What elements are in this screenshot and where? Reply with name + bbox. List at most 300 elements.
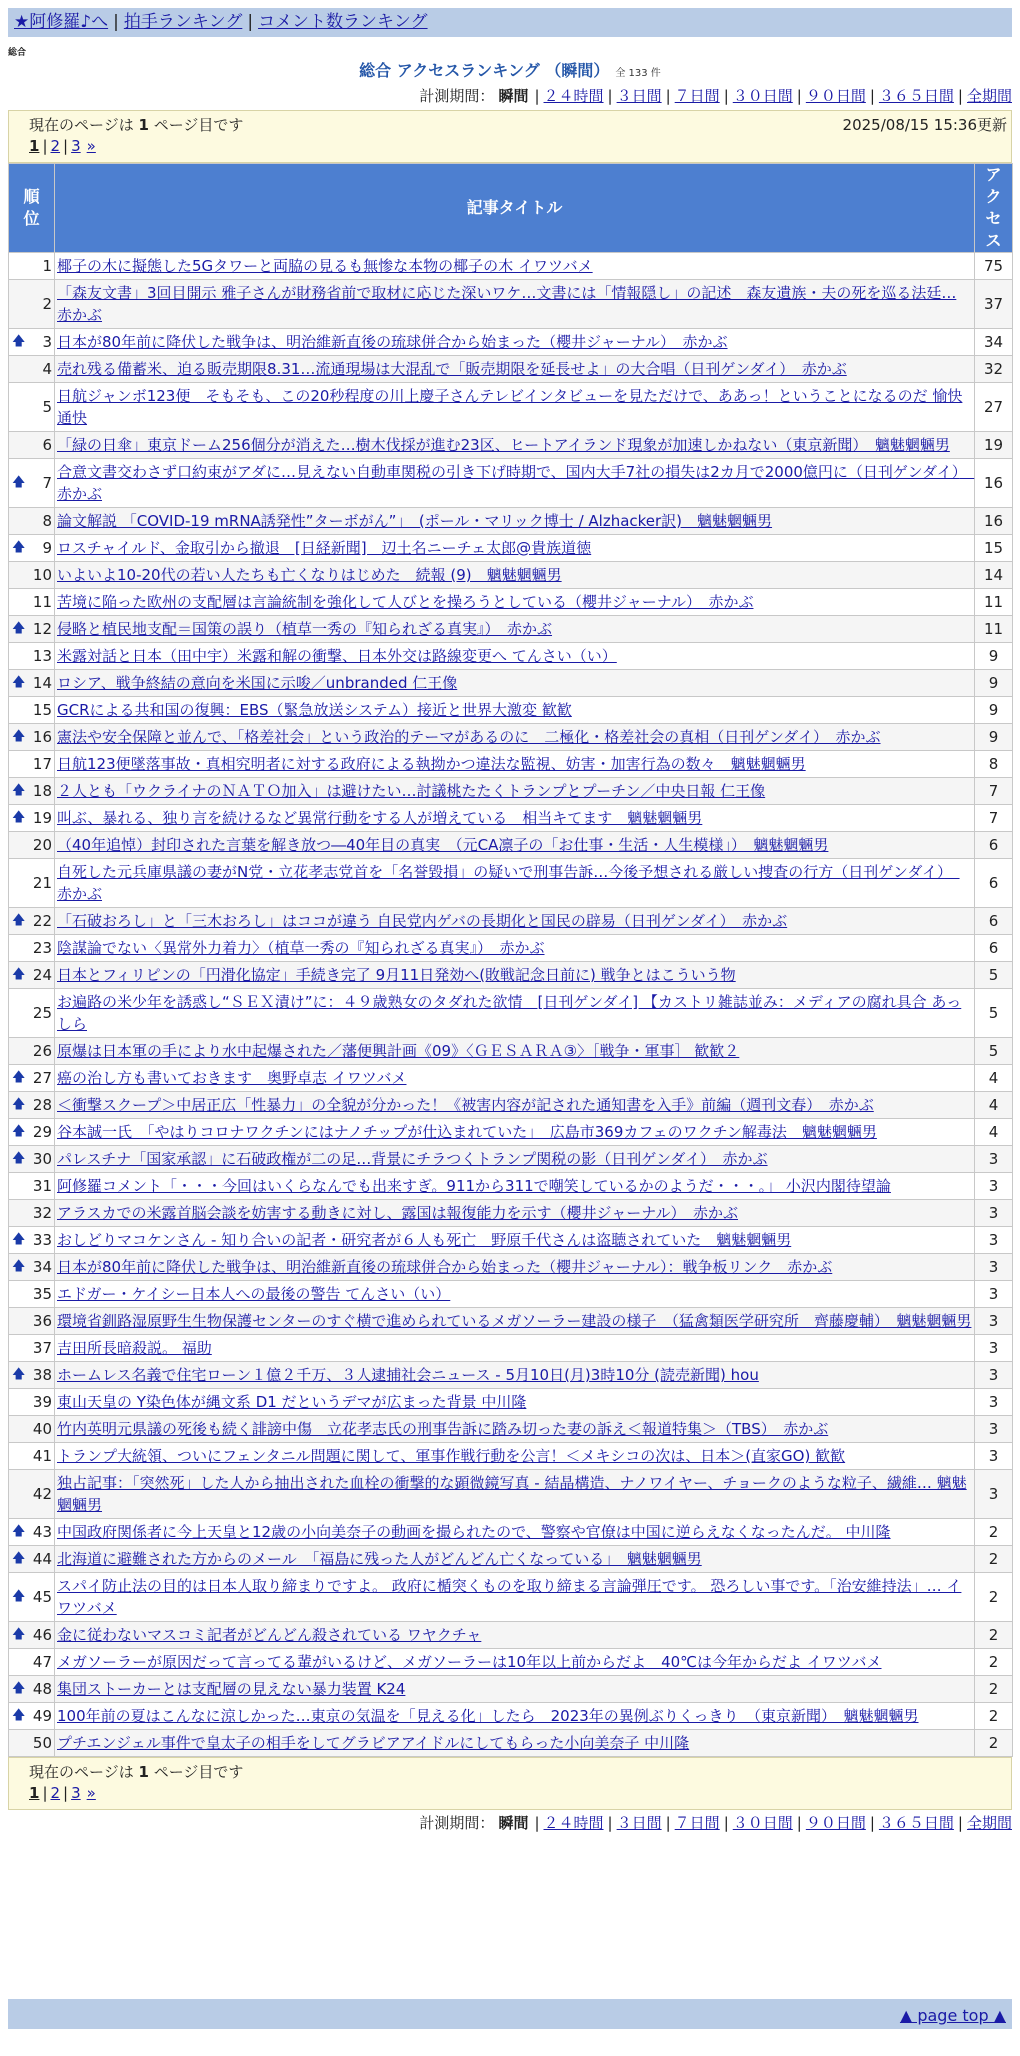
period-link-30d[interactable]: ３０日間 (732, 1814, 793, 1832)
rank-number: 3 (42, 333, 52, 351)
rank-cell (9, 508, 55, 535)
article-title-link[interactable]: 独占記事：「突然死」した人から抽出された血栓の衝撃的な顕微鏡写真 - 結晶構造、ナノワイヤー、チョークのような粒子、繊維… 魑魅魍魎男 (57, 1474, 967, 1514)
title-cell (55, 383, 975, 432)
title-cell (55, 935, 975, 962)
title-cell (55, 805, 975, 832)
rank-number: 33 (32, 1231, 52, 1249)
title-cell (55, 1730, 975, 1757)
article-title-link[interactable]: プチエンジェル事件で皇太子の相手をしてグラビアアイドルにしてもらった小向美奈子 中川隆 (57, 1734, 690, 1752)
article-title-link[interactable]: ロスチャイルド、金取引から撤退 [日経新聞] 辺土名ニーチェ太郎@貴族道徳 (57, 539, 592, 557)
article-title-link[interactable]: アラスカでの米露首脳会談を妨害する動きに対し、露国は報復能力を示す（櫻井ジャーナル） 赤かぶ (57, 1204, 739, 1222)
rank-up-arrow-icon: 🡅 (12, 1627, 26, 1642)
rank-cell (9, 1622, 55, 1649)
rank-cell (9, 805, 55, 832)
bottom-bar (8, 1999, 1012, 2029)
article-title-link[interactable]: 論文解説 「COVID-19 mRNA誘発性”ターボがん”」 (ポール・マリック博士 / Alzhacker訳) 魑魅魍魎男 (57, 512, 773, 530)
access-count: 2 (975, 1649, 1013, 1676)
period-current: 瞬間 (498, 87, 529, 105)
access-count: 3 (975, 1308, 1013, 1335)
title-cell (55, 1519, 975, 1546)
rank-number: 44 (32, 1550, 52, 1568)
clap-ranking-link[interactable]: 拍手ランキング (123, 12, 243, 32)
article-title-link[interactable]: 椰子の木に擬態した5Gタワーと両脇の見るも無惨な本物の椰子の木 イワツバメ (57, 257, 593, 275)
access-count: 3 (975, 1335, 1013, 1362)
nav-separator: | (113, 12, 119, 32)
article-title-link[interactable]: GCRによる共和国の復興：EBS（緊急放送システム）接近と世界大激変 歓歓 (57, 701, 572, 719)
title-cell (55, 508, 975, 535)
table-row (9, 1308, 1013, 1335)
section-tag: 総合 (8, 48, 27, 58)
article-title-link[interactable]: ＜衝撃スクープ＞中居正広「性暴力」の全貌が分かった！《被害内容が記された通知書を入手》前編（週刊文春） 赤かぶ (57, 1096, 874, 1114)
updated-timestamp: 2025/08/15 15:36更新 (842, 116, 1007, 134)
table-row (9, 1119, 1013, 1146)
title-cell (55, 1649, 975, 1676)
table-row (9, 562, 1013, 589)
rank-number: 25 (32, 1004, 52, 1022)
rank-number: 37 (32, 1339, 52, 1357)
table-row (9, 1335, 1013, 1362)
title-cell (55, 280, 975, 329)
title-cell (55, 562, 975, 589)
table-row (9, 697, 1013, 724)
rank-up-arrow-icon: 🡅 (12, 1097, 26, 1112)
rank-cell (9, 859, 55, 908)
rank-number: 41 (32, 1447, 52, 1465)
rank-number: 28 (32, 1096, 52, 1114)
nav-separator: | (247, 12, 254, 32)
article-title-link[interactable]: 中国政府関係者に今上天皇と12歳の小向美奈子の動画を撮られたので、警察や官僚は中国に逆らえなくなったんだ。 中川隆 (57, 1523, 891, 1541)
title-cell (55, 1146, 975, 1173)
table-row (9, 356, 1013, 383)
rank-number: 43 (32, 1523, 52, 1541)
rank-cell (9, 616, 55, 643)
access-count: 3 (975, 1146, 1013, 1173)
article-title-link[interactable]: 東山天皇の Y染色体が縄文系 D1 だというデマが広まった背景 中川隆 (57, 1393, 527, 1411)
title-cell (55, 356, 975, 383)
rank-number: 31 (32, 1177, 52, 1195)
title-cell (55, 1092, 975, 1119)
rank-number: 20 (32, 836, 52, 854)
title-cell (55, 1281, 975, 1308)
title-cell (55, 1200, 975, 1227)
period-link-7d[interactable]: ７日間 (674, 87, 720, 105)
rank-number: 9 (42, 539, 52, 557)
rank-cell (9, 1649, 55, 1676)
title-cell (55, 670, 975, 697)
access-count: 4 (975, 1065, 1013, 1092)
access-count: 9 (975, 697, 1013, 724)
access-count: 11 (975, 616, 1013, 643)
rank-number: 19 (32, 809, 52, 827)
access-count: 34 (975, 329, 1013, 356)
table-row (9, 432, 1013, 459)
title-cell (55, 989, 975, 1038)
article-title-link[interactable]: おしどりマコケンさん - 知り合いの記者・研究者が６人も死亡 野原千代さんは盗聴されていた 魑魅魍魎男 (57, 1231, 792, 1249)
access-count: 6 (975, 935, 1013, 962)
rank-up-arrow-icon: 🡅 (12, 334, 26, 349)
table-row (9, 1546, 1013, 1573)
article-title-link[interactable]: 苦境に陥った欧州の支配層は言論統制を強化して人びとを操ろうとしている（櫻井ジャーナル） 赤かぶ (57, 593, 754, 611)
article-title-link[interactable]: 竹内英明元県議の死後も続く誹謗中傷 立花孝志氏の刑事告訴に踏み切った妻の訴え＜報道特集＞（TBS） 赤かぶ (57, 1420, 829, 1438)
article-title-link[interactable]: 癌の治し方も書いておきます 奥野卓志 イワツバメ (57, 1069, 407, 1087)
article-title-link[interactable]: 金に従わないマスコミ記者がどんどん殺されている ワヤクチャ (57, 1626, 482, 1644)
header-title: 記事タイトル (55, 164, 975, 253)
title-cell (55, 1573, 975, 1622)
rank-cell (9, 1335, 55, 1362)
article-title-link[interactable]: パレスチナ「国家承認」に石破政権が二の足…背景にチラつくトランプ関税の影（日刊ゲンダイ） 赤かぶ (57, 1150, 768, 1168)
title-cell (55, 1470, 975, 1519)
rank-cell (9, 1308, 55, 1335)
title-cell (55, 778, 975, 805)
rank-cell (9, 1281, 55, 1308)
ranking-rows (9, 253, 1013, 1757)
rank-cell (9, 383, 55, 432)
title-cell (55, 962, 975, 989)
rank-cell (9, 1254, 55, 1281)
rank-up-arrow-icon: 🡅 (12, 1708, 26, 1723)
period-link-3d[interactable]: ３日間 (616, 1814, 662, 1832)
table-row (9, 1730, 1013, 1757)
article-title-link[interactable]: 憲法や安全保障と並んで、「格差社会」という政治的テーマがあるのに 二極化・格差社会の真相（日刊ゲンダイ） 赤かぶ (57, 728, 881, 746)
access-count: 3 (975, 1362, 1013, 1389)
period-link-24h[interactable]: ２４時間 (543, 87, 604, 105)
access-count: 7 (975, 778, 1013, 805)
page-link-3[interactable]: 3 (71, 137, 81, 155)
table-row (9, 832, 1013, 859)
rank-up-arrow-icon: 🡅 (12, 1124, 26, 1139)
rank-number: 26 (32, 1042, 52, 1060)
ranking-table (8, 163, 1013, 1757)
title-cell (55, 1416, 975, 1443)
rank-cell (9, 1389, 55, 1416)
rank-cell (9, 778, 55, 805)
title-cell (55, 589, 975, 616)
rank-number: 40 (32, 1420, 52, 1438)
rank-cell (9, 1119, 55, 1146)
page-link-3[interactable]: 3 (71, 1784, 81, 1802)
table-row (9, 253, 1013, 280)
access-count: 2 (975, 1573, 1013, 1622)
table-row (9, 989, 1013, 1038)
article-title-link[interactable]: 日本とフィリピンの「円滑化協定」手続き完了 9月11日発効へ(敗戦記念日前に) 戦争とはこういう物 (57, 966, 736, 984)
title-cell (55, 459, 975, 508)
rank-cell (9, 1573, 55, 1622)
rank-number: 23 (32, 939, 52, 957)
ranking-title: 総合 アクセスランキング （瞬間） (359, 61, 610, 80)
article-title-link[interactable]: エドガー・ケイシー日本人への最後の警告 てんさい（い） (57, 1285, 451, 1303)
table-row (9, 1519, 1013, 1546)
period-link-all[interactable]: 全期間 (966, 1814, 1012, 1832)
rank-cell (9, 562, 55, 589)
next-page-link[interactable]: » (86, 1784, 96, 1802)
title-cell (55, 1065, 975, 1092)
pager-top (8, 110, 1012, 163)
rank-number: 14 (32, 674, 52, 692)
pager-status: 現在のページは 1 ページ目です (29, 1763, 244, 1781)
page-links: 1 | 2 | 3 » (29, 137, 96, 155)
period-link-365d[interactable]: ３６５日間 (878, 1814, 954, 1832)
home-link[interactable]: ★阿修羅♪へ (14, 12, 109, 32)
table-row (9, 1173, 1013, 1200)
article-title-link[interactable]: 原爆は日本軍の手により水中起爆された／藩便興計画《09》〈ＧＥＳＡＲＡ③〉［戦争・軍事］ 歓歓２ (57, 1042, 740, 1060)
title-cell (55, 697, 975, 724)
article-title-link[interactable]: 谷本誠一氏 「やはりコロナワクチンにはナノチップが仕込まれていた」 広島市369カフェのワクチン解毒法 魑魅魍魎男 (57, 1123, 877, 1141)
period-link-90d[interactable]: ９０日間 (805, 87, 866, 105)
rank-up-arrow-icon: 🡅 (12, 1070, 26, 1085)
period-current: 瞬間 (498, 1814, 529, 1832)
rank-number: 27 (32, 1069, 52, 1087)
article-title-link[interactable]: 「森友文書」3回目開示 雅子さんが財務省前で取材に応じた深いワケ…文書には「情報隠し」の記述 森友遺族・夫の死を巡る法廷… 赤かぶ (57, 284, 957, 324)
rank-cell (9, 670, 55, 697)
rank-cell (9, 280, 55, 329)
rank-number: 1 (42, 257, 52, 275)
access-count: 4 (975, 1119, 1013, 1146)
rank-up-arrow-icon: 🡅 (12, 1232, 26, 1247)
access-count: 9 (975, 670, 1013, 697)
article-title-link[interactable]: 米露対話と日本（田中宇）米露和解の衝撃、日本外交は路線変更へ てんさい（い） (57, 647, 617, 665)
rank-number: 29 (32, 1123, 52, 1141)
rank-up-arrow-icon: 🡅 (12, 1367, 26, 1382)
access-count: 2 (975, 1546, 1013, 1573)
table-row (9, 1092, 1013, 1119)
rank-cell (9, 1519, 55, 1546)
table-header-row (9, 164, 1013, 253)
pager-status: 現在のページは 1 ページ目です (29, 116, 244, 134)
period-link-365d[interactable]: ３６５日間 (878, 87, 954, 105)
rank-up-arrow-icon: 🡅 (12, 475, 26, 490)
rank-cell (9, 1416, 55, 1443)
table-row (9, 1649, 1013, 1676)
access-count: 3 (975, 1389, 1013, 1416)
rank-cell (9, 908, 55, 935)
article-title-link[interactable]: 日本が80年前に降伏した戦争は、明治維新直後の琉球併合から始まった（櫻井ジャーナル）：戦争板リンク 赤かぶ (57, 1258, 833, 1276)
table-row (9, 1470, 1013, 1519)
rank-number: 21 (32, 874, 52, 892)
article-title-link[interactable]: いよいよ10-20代の若い人たちも亡くなりはじめた 続報 (9) 魑魅魍魎男 (57, 566, 562, 584)
rank-up-arrow-icon: 🡅 (12, 675, 26, 690)
table-row (9, 643, 1013, 670)
table-row (9, 1065, 1013, 1092)
article-title-link[interactable]: （40年追悼）封印された言葉を解き放つ―40年目の真実 （元CA凛子の「お仕事・生活・人生模様」） 魑魅魍魎男 (57, 836, 829, 854)
access-count: 2 (975, 1703, 1013, 1730)
page-link-2[interactable]: 2 (50, 137, 61, 155)
access-count: 6 (975, 859, 1013, 908)
title-cell (55, 1335, 975, 1362)
period-link-all[interactable]: 全期間 (966, 87, 1012, 105)
article-title-link[interactable]: トランプ大統領、ついにフェンタニル問題に関して、軍事作戦行動を公言！＜メキシコの次は、日本＞(直家GO) 歓歓 (57, 1447, 846, 1465)
rank-cell (9, 643, 55, 670)
rank-number: 42 (32, 1485, 52, 1503)
rank-cell (9, 697, 55, 724)
article-title-link[interactable]: ロシア、戦争終結の意向を米国に示唆／unbranded 仁王像 (57, 674, 458, 692)
article-title-link[interactable]: 100年前の夏はこんなに涼しかった…東京の気温を「見える化」したら 2023年の異例ぶりくっきり （東京新聞） 魑魅魍魎男 (57, 1707, 919, 1725)
rank-number: 15 (32, 701, 52, 719)
page-link-2[interactable]: 2 (50, 1784, 61, 1802)
article-title-link[interactable]: 集団ストーカーとは支配層の見えない暴力装置 K24 (57, 1680, 406, 1698)
rank-number: 5 (42, 398, 52, 416)
article-title-link[interactable]: 北海道に避難された方からのメール 「福島に残った人がどんどん亡くなっている」 魑魅魍魎男 (57, 1550, 702, 1568)
page-1-current: 1 (29, 137, 40, 155)
rank-number: 47 (32, 1653, 52, 1671)
access-count: 3 (975, 1443, 1013, 1470)
rank-cell (9, 724, 55, 751)
table-row (9, 1281, 1013, 1308)
period-label: 計測期間： (419, 87, 495, 105)
rank-number: 13 (32, 647, 52, 665)
table-row (9, 1416, 1013, 1443)
access-count: 16 (975, 459, 1013, 508)
rank-cell (9, 1443, 55, 1470)
access-count: 19 (975, 432, 1013, 459)
period-link-3d[interactable]: ３日間 (616, 87, 662, 105)
article-title-link[interactable]: 「石破おろし」と「三木おろし」はココが違う 自民党内ゲバの長期化と国民の辟易（日刊ゲンダイ） 赤かぶ (57, 912, 788, 930)
access-count: 3 (975, 1254, 1013, 1281)
rank-number: 6 (42, 436, 52, 454)
rank-cell (9, 1703, 55, 1730)
rank-up-arrow-icon: 🡅 (12, 967, 26, 982)
article-title-link[interactable]: 自死した元兵庫県議の妻がN党・立花孝志党首を「名誉毀損」の疑いで刑事告訴…今後予想される厳しい捜査の行方（日刊ゲンダイ） 赤かぶ (57, 863, 960, 903)
rank-up-arrow-icon: 🡅 (12, 1524, 26, 1539)
article-title-link[interactable]: 阿修羅コメント「・・・今回はいくらなんでも出来すぎ。911から311で嘲笑しているかのようだ・・・。」 小沢内閣待望論 (57, 1177, 891, 1195)
rank-number: 18 (32, 782, 52, 800)
title-cell (55, 724, 975, 751)
period-link-24h[interactable]: ２４時間 (543, 1814, 604, 1832)
rank-cell (9, 751, 55, 778)
title-cell (55, 1173, 975, 1200)
header-access: アクセス (975, 164, 1013, 253)
current-page-number: 1 (138, 116, 149, 134)
rank-up-arrow-icon: 🡅 (12, 1681, 26, 1696)
rank-up-arrow-icon: 🡅 (12, 1151, 26, 1166)
pager-bottom (8, 1757, 1012, 1810)
table-row (9, 962, 1013, 989)
table-row (9, 751, 1013, 778)
article-title-link[interactable]: 叫ぶ、暴れる、独り言を続けるなど異常行動をする人が増えている 相当キてます 魑魅魍魎男 (57, 809, 703, 827)
access-count: 15 (975, 535, 1013, 562)
access-count: 3 (975, 1281, 1013, 1308)
rank-cell (9, 832, 55, 859)
table-row (9, 329, 1013, 356)
rank-cell (9, 1146, 55, 1173)
table-row (9, 1443, 1013, 1470)
article-title-link[interactable]: 日航123便墜落事故・真相究明者に対する政府による執拗かつ違法な監視、妨害・加害行為の数々 魑魅魍魎男 (57, 755, 806, 773)
rank-cell (9, 1676, 55, 1703)
access-count: 4 (975, 1092, 1013, 1119)
rank-up-arrow-icon: 🡅 (12, 1259, 26, 1274)
rank-cell (9, 935, 55, 962)
table-row (9, 1038, 1013, 1065)
access-count: 6 (975, 908, 1013, 935)
title-cell (55, 616, 975, 643)
title-cell (55, 535, 975, 562)
article-title-link[interactable]: 日航ジャンボ123便 そもそも、この20秒程度の川上慶子さんテレビインタビューを見ただけで、ああっ！ということになるのだ 愉快通快 (57, 387, 963, 427)
table-row (9, 589, 1013, 616)
page-links: 1 | 2 | 3 » (29, 1784, 96, 1802)
article-title-link[interactable]: ホームレス名義で住宅ローン１億２千万、３人逮捕社会ニュース - 5月10日(月)3時10分 (読売新聞) hou (57, 1366, 759, 1384)
article-title-link[interactable]: 合意文書交わさず口約束がアダに…見えない自動車関税の引き下げ時期で、国内大手7社の損失は2カ月で2000億円に（日刊ゲンダイ） 赤かぶ (57, 463, 975, 503)
title-cell (55, 1676, 975, 1703)
access-count: 2 (975, 1622, 1013, 1649)
article-title-link[interactable]: 陰謀論でない〈異常外力着力〉（植草一秀の『知られざる真実』） 赤かぶ (57, 939, 545, 957)
period-link-90d[interactable]: ９０日間 (805, 1814, 866, 1832)
rank-number: 45 (32, 1588, 52, 1606)
rank-cell (9, 589, 55, 616)
rank-number: 49 (32, 1707, 52, 1725)
title-cell (55, 1362, 975, 1389)
item-count: 全 133 件 (615, 68, 661, 79)
rank-number: 30 (32, 1150, 52, 1168)
rank-number: 36 (32, 1312, 52, 1330)
article-title-link[interactable]: 日本が80年前に降伏した戦争は、明治維新直後の琉球併合から始まった（櫻井ジャーナル） 赤かぶ (57, 333, 728, 351)
access-count: 27 (975, 383, 1013, 432)
rank-cell (9, 1546, 55, 1573)
title-cell (55, 432, 975, 459)
access-count: 6 (975, 832, 1013, 859)
rank-number: 11 (32, 593, 52, 611)
title-cell (55, 643, 975, 670)
rank-number: 22 (32, 912, 52, 930)
page-top-link[interactable]: ▲ page top ▲ (899, 2006, 1006, 2025)
page-1-current: 1 (29, 1784, 40, 1802)
rank-cell (9, 432, 55, 459)
rank-cell (9, 535, 55, 562)
rank-number: 39 (32, 1393, 52, 1411)
rank-number: 34 (32, 1258, 52, 1276)
rank-cell (9, 989, 55, 1038)
comment-ranking-link[interactable]: コメント数ランキング (258, 12, 428, 32)
title-cell (55, 1119, 975, 1146)
table-row (9, 805, 1013, 832)
rank-number: 10 (32, 566, 52, 584)
access-count: 2 (975, 1676, 1013, 1703)
table-row (9, 670, 1013, 697)
article-title-link[interactable]: ２人とも「ウクライナのＮＡＴＯ加入」は避けたい…討議桃たたくトランプとプーチン／中央日報 仁王像 (57, 782, 766, 800)
access-count: 7 (975, 805, 1013, 832)
article-title-link[interactable]: 環境省釧路湿原野生生物保護センターのすぐ横で進められているメガソーラー建設の様子 （猛禽類医学研究所 齊藤慶輔） 魑魅魍魎男 (57, 1312, 972, 1330)
table-row (9, 778, 1013, 805)
article-title-link[interactable]: 「緑の日傘」東京ドーム256個分が消えた…樹木伐採が進む23区、ヒートアイランド現象が加速しかねない（東京新聞） 魑魅魍魎男 (57, 436, 950, 454)
rank-up-arrow-icon: 🡅 (12, 1589, 26, 1604)
rank-number: 2 (42, 295, 52, 313)
access-count: 2 (975, 1730, 1013, 1757)
access-count: 75 (975, 253, 1013, 280)
rank-number: 4 (42, 360, 52, 378)
article-title-link[interactable]: 侵略と植民地支配＝国策の誤り（植草一秀の『知られざる真実』） 赤かぶ (57, 620, 553, 638)
table-row (9, 616, 1013, 643)
table-row (9, 1622, 1013, 1649)
period-link-30d[interactable]: ３０日間 (732, 87, 793, 105)
table-row (9, 459, 1013, 508)
period-label: 計測期間： (419, 1814, 495, 1832)
title-cell (55, 859, 975, 908)
rank-up-arrow-icon: 🡅 (12, 783, 26, 798)
rank-number: 8 (42, 512, 52, 530)
article-title-link[interactable]: 吉田所長暗殺説。 福助 (57, 1339, 212, 1357)
article-title-link[interactable]: メガソーラーが原因だって言ってる輩がいるけど、メガソーラーは10年以上前からだよ 40℃は今年からだよ イワツバメ (57, 1653, 882, 1671)
current-page-number: 1 (138, 1763, 149, 1781)
article-title-link[interactable]: 売れ残る備蓄米、迫る販売期限8.31…流通現場は大混乱で「販売期限を延長せよ」の大合唱（日刊ゲンダイ） 赤かぶ (57, 360, 847, 378)
title-cell (55, 253, 975, 280)
period-link-7d[interactable]: ７日間 (674, 1814, 720, 1832)
title-cell (55, 1308, 975, 1335)
top-nav-bar (8, 8, 1012, 37)
title-cell (55, 1703, 975, 1730)
rank-cell (9, 1730, 55, 1757)
title-cell (55, 1622, 975, 1649)
article-title-link[interactable]: お遍路の米少年を誘惑し“ＳＥＸ漬け”に：４９歳熟女のタダれた欲情 [日刊ゲンダイ] 【カストリ雑誌並み：メディアの腐れ具合 あっしら (57, 993, 962, 1033)
next-page-link[interactable]: » (86, 137, 96, 155)
article-title-link[interactable]: スパイ防止法の目的は日本人取り締まりですよ。 政府に楯突くものを取り締まる言論弾圧です。 恐ろしい事です。「治安維持法」… イワツバメ (57, 1577, 962, 1617)
